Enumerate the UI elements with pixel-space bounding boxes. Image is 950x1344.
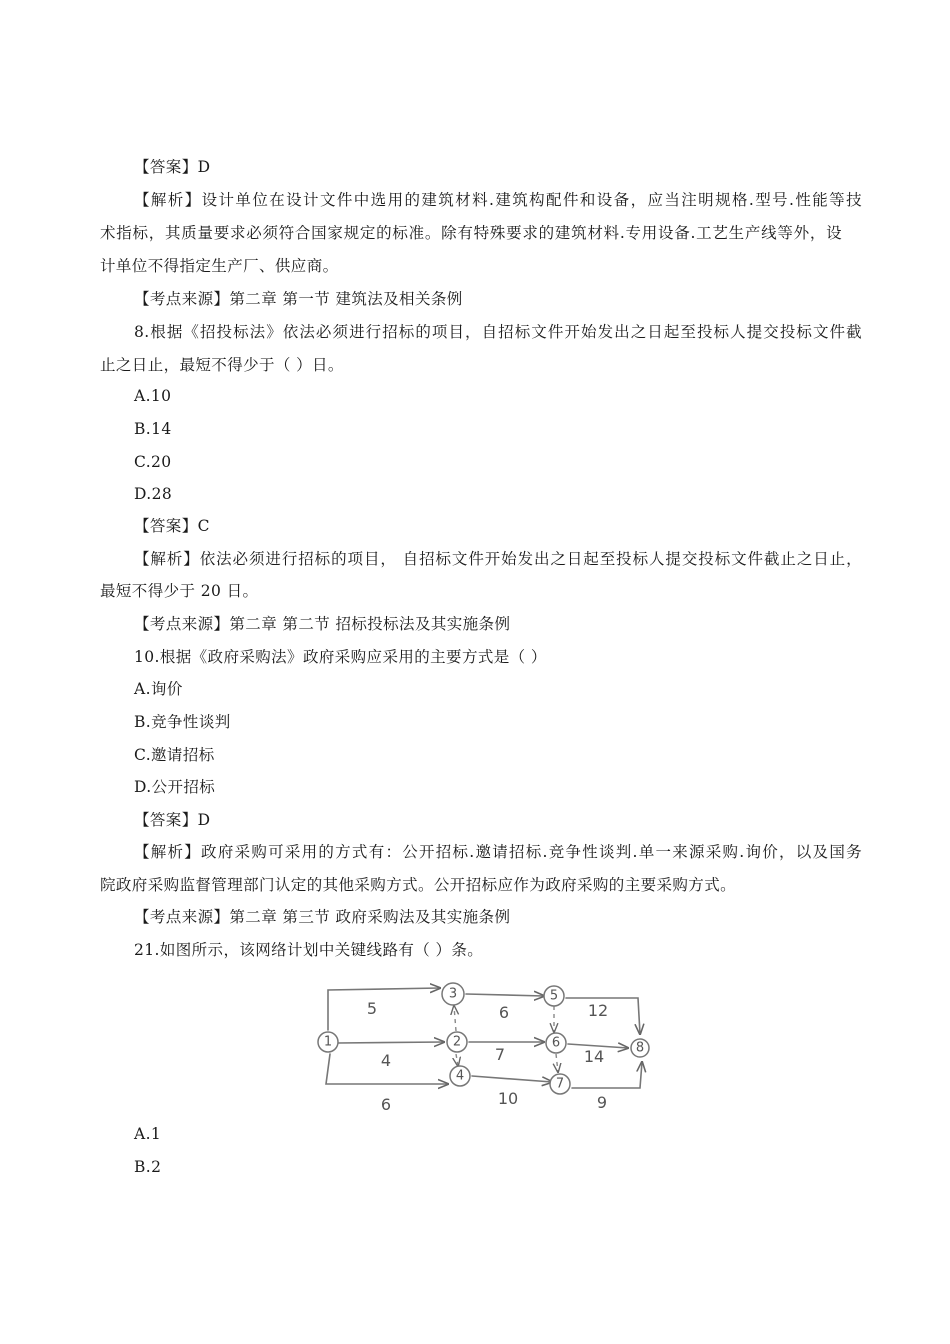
node-7-label: 7 [555, 1076, 565, 1092]
q10-analysis-line-1: 【解析】政府采购可采用的方式有：公开招标.邀请招标.竞争性谈判.单一来源采购.询价，以及国务 [134, 843, 862, 861]
q21-stem: 21.如图所示，该网络计划中关键线路有（ ）条。 [134, 941, 484, 959]
q8-source: 【考点来源】第二章 第二节 招标投标法及其实施条例 [134, 615, 511, 633]
node-2-label: 2 [452, 1034, 462, 1050]
q10-answer: 【答案】D [134, 811, 211, 829]
duration-5-8: 12 [587, 1001, 609, 1020]
q8-stem-line-1: 8.根据《招投标法》依法必须进行招标的项目，自招标文件开始发出之日起至投标人提交投标文件截 [134, 323, 862, 341]
arrow-1-3 [328, 988, 440, 1030]
duration-1-3: 5 [366, 999, 378, 1018]
q10-source: 【考点来源】第二章 第三节 政府采购法及其实施条例 [134, 908, 511, 926]
node-3-label: 3 [448, 986, 458, 1002]
q8-option-c: C.20 [134, 453, 172, 471]
q8-analysis-line-2: 最短不得少于 20 日。 [100, 582, 259, 600]
arrow-3-5 [466, 994, 544, 996]
duration-1-2: 4 [380, 1051, 392, 1070]
q7-source: 【考点来源】第二章 第一节 建筑法及相关条例 [134, 290, 463, 308]
q7-analysis-line-3: 计单位不得指定生产厂、供应商。 [100, 257, 339, 275]
q10-option-b: B.竞争性谈判 [134, 713, 231, 731]
duration-1-4: 6 [380, 1095, 392, 1112]
duration-7-8: 9 [596, 1093, 608, 1112]
q10-analysis-line-2: 院政府采购监督管理部门认定的其他采购方式。公开招标应作为政府采购的主要采购方式。 [100, 876, 737, 894]
q10-option-a: A.询价 [134, 680, 183, 698]
q8-stem-line-2: 止之日止，最短不得少于（ ）日。 [100, 356, 344, 374]
duration-6-8: 14 [583, 1047, 605, 1066]
node-6-label: 6 [551, 1035, 561, 1051]
dummy-2-4 [456, 1054, 458, 1066]
q7-answer: 【答案】D [134, 158, 211, 176]
q8-option-b: B.14 [134, 420, 172, 438]
q7-analysis-line-1: 【解析】设计单位在设计文件中选用的建筑材料.建筑构配件和设备，应当注明规格.型号.性能等技 [134, 191, 862, 209]
node-4-label: 4 [455, 1068, 465, 1084]
network-diagram [316, 976, 652, 1112]
q8-analysis-line-1: 【解析】依法必须进行招标的项目， 自招标文件开始发出之日起至投标人提交投标文件截止之日止， [134, 550, 862, 568]
q7-analysis-line-2: 术指标，其质量要求必须符合国家规定的标准。除有特殊要求的建筑材料.专用设备.工艺生产线等外，设 [100, 224, 842, 242]
node-1-label: 1 [323, 1034, 333, 1050]
arrow-1-2 [338, 1042, 444, 1043]
arrow-7-8 [572, 1062, 642, 1088]
q10-option-c: C.邀请招标 [134, 746, 215, 764]
dummy-2-3 [454, 1006, 456, 1031]
q8-option-a: A.10 [134, 387, 172, 405]
q8-option-d: D.28 [134, 485, 173, 503]
q10-stem: 10.根据《政府采购法》政府采购应采用的主要方式是（ ） [134, 648, 547, 666]
q10-option-d: D.公开招标 [134, 778, 216, 796]
duration-3-5: 6 [498, 1003, 510, 1022]
duration-4-7: 10 [497, 1089, 519, 1108]
dummy-6-7 [556, 1054, 558, 1072]
duration-2-6: 7 [494, 1045, 506, 1064]
q21-option-b: B.2 [134, 1158, 162, 1176]
arrow-4-7 [472, 1076, 552, 1082]
q8-answer: 【答案】C [134, 517, 210, 535]
q21-option-a: A.1 [134, 1125, 162, 1143]
node-5-label: 5 [549, 988, 559, 1004]
node-8-label: 8 [635, 1040, 645, 1056]
